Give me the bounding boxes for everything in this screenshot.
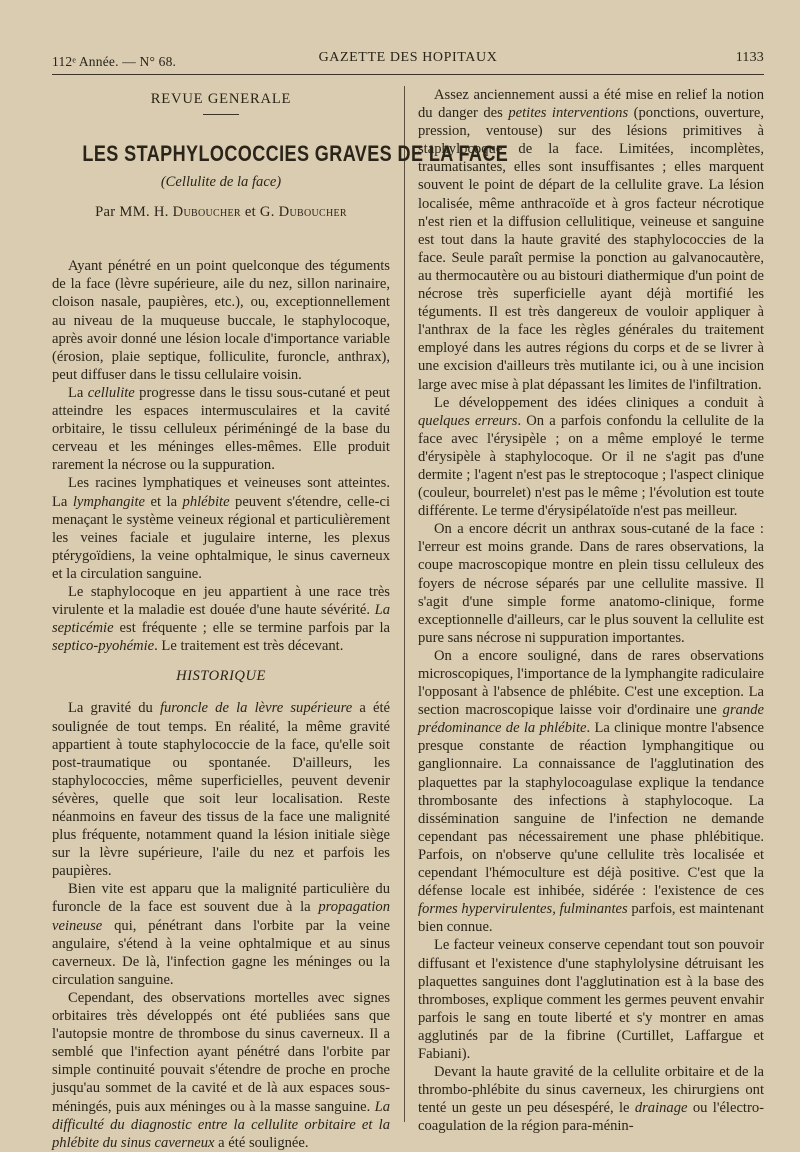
authors-and: et G. <box>244 204 275 221</box>
paragraph: Le développement des idées cliniques a conduit à quelques erreurs. On a parfois confondu la cellulite de la face avec l'érysipèle ; on a même employé le terme d'érysipèle à staphylocoque. Or il ne s'agit pas d'une dermite ; l'agent n'est pas le streptocoque ; l'aspect clinique (couleur, bourrelet) n'est pas le même ; l'évolution est toute différente. Le terme d'érysipélatoïde n'est pas meilleur. <box>418 394 765 520</box>
paragraph: La cellulite progresse dans le tissu sous-cutané et peut atteindre les espaces intermusculaires et la cavité orbitaire, le tissu celluleux périméningé de la base du cerveau et les méninges elles-mêmes. Elle produit rarement la nécrose ou la suppuration. <box>52 384 390 474</box>
paragraph: Les racines lymphatiques et veineuses sont atteintes. La lymphangite et la phlébite peuvent s'étendre, celle-ci menaçant le système veineux régional et particulièrement les veines faciale et jugulaire interne, les plexus ptérygoïdiens, la veine ophtalmique, le sinus caverneux et la circulation sanguine. <box>52 475 390 582</box>
paragraph: On a encore souligné, dans de rares observations microscopiques, l'importance de la lymphangite radiculaire l'opposant à l'absence de phlébite. C'est une exception. La section macroscopique laisse voir d'ordinaire une grande prédominance de la phlébite. La clinique montre l'absence presque constante de réaction lymphangitique ou ganglionnaire. La connaissance de l'agglutination des plaquettes par la staphylocoagulase explique la tendance thrombosante des infections à staphylocoque. La dissémination sanguine de l'infection ne demande cependant pas nécessairement une phase phlébitique. Parfois, on n'observe qu'une cellulite très localisée et cependant l'hémoculture est déjà positive. C'est que la défense locale est inhibée, sidérée : l'existence de ces formes hypervirulentes, fulminantes parfois, est maintenant bien connue. <box>418 647 764 936</box>
page-number: 1133 <box>735 50 764 65</box>
section-title: REVUE GENERALE <box>150 91 292 107</box>
paragraph: Assez anciennement aussi a été mise en relief la notion du danger des petites interventions (ponctions, ouverture, pression, ventouse) sur des lésions primitives à staphylocoque de la face. Limitées, incomplètes, traumatisantes, elles sont insuffisantes ; elles marquent souvent le point de départ de la cellulite grave. La lésion localisée, même anthracoïde et à gros facteur nécrotique n'est rien et la diffusion cellulitique, veineuse et sanguine est tout dans la haute gravité des staphylococcies de la face. Seule paraît permise la ponction au galvanocautère, au thermocautère ou au bistouri diathermique d'un point de nécrose très superficielle ayant déjà mortifié les téguments. Il est très dangereux de vouloir appliquer à l'anthrax de la face les règles générales du traitement employé dans les autres régions du corps et de se livrer à une excision d'ailleurs très mutilante ici, ou à une incision large avec mise à plat dépassant les limites de l'infiltration. <box>418 87 764 393</box>
paragraph: On a encore décrit un anthrax sous-cutané de la face : l'erreur est moins grande. Dans de rares observations, la coupe macroscopique montre en plein tissu celluleux des foyers de nécrose séparés par une cellulite massive. Il s'agit d'une simple forme anatomo-clinique, forme exceptionnelle d'ailleurs, car le plus souvent la cellulite est pure sans nécrose ni suppuration importantes. <box>418 521 764 646</box>
spacer <box>52 221 390 257</box>
paragraph: La gravité du furoncle de la lèvre supérieure a été soulignée de tout temps. En réalité, la même gravité appartient à toute staphylococcie de la face, qu'elle soit post-traumatique ou spontanée. D'ailleurs, les staphylococcies, même superficielles, peuvent devenir sévères, quelle que soit leur localisation. Reste néanmoins en faveur des tissus de la face une malignité plus fréquente, notamment quand la lésion initiale siège sur la lèvre supérieure, l'aile du nez et parfois les paupières. <box>52 700 391 880</box>
header-rule <box>52 74 764 75</box>
right-column <box>418 86 764 1135</box>
authors-prefix: Par MM. H. <box>95 204 169 221</box>
article-authors <box>52 203 390 221</box>
section-rule <box>203 114 239 115</box>
author-1: Duboucher <box>172 204 241 221</box>
paragraph: Bien vite est apparu que la malignité particulière du furoncle de la face est souvent due à la propagation veineuse qui, pénétrant dans l'orbite par la veine angulaire, s'étend à la veine ophtalmique et au sinus caverneux. De là, l'infection gagne les méninges ou la circulation sanguine. <box>52 881 390 988</box>
historique-heading: HISTORIQUE <box>176 668 266 685</box>
article-subtitle: (Cellulite de la face) <box>160 174 282 191</box>
journal-name: GAZETTE DES HOPITAUX <box>318 50 498 65</box>
issue-info: 112ᵉ Année. — N° 68. <box>52 54 177 69</box>
left-column <box>52 86 509 1152</box>
paragraph: Le staphylocoque en jeu appartient à une race très virulente et la maladie est douée d'une haute sévérité. La septicémie est fréquente ; elle se termine parfois par la septico-pyohémie. Le traitement est très décevant. <box>52 583 390 655</box>
paragraph: Le facteur veineux conserve cependant tout son pouvoir diffusant et l'existence d'une staphylolysine détruisant les plaquettes sanguines dont l'agglutination est à la base des thromboses, explique comment les germes peuvent envahir parfois le sang en toute liberté et s'y montrer en amas agglutinés par de la fibrine (Curtillet, Laffargue et Fabiani). <box>418 937 764 1062</box>
column-divider <box>404 86 405 1122</box>
author-2: Duboucher <box>278 204 347 221</box>
paragraph: Cependant, des observations mortelles avec signes orbitaires très développés ont été publiées sans que l'autopsie montre de thrombose du sinus caverneux. Il a semblé que l'infection ayant pénétré dans l'orbite par simple continuité pouvait s'étendre de proche en proche jusqu'au sommet de la cavité et de là aux espaces sous-méningés, puis aux méninges ou à la masse sanguine. La difficulté du diagnostic entre la cellulite orbitaire et la phlébite du sinus caverneux a été soulignée. <box>52 989 390 1151</box>
paragraph: Devant la haute gravité de la cellulite orbitaire et de la thrombo-phlébite du sinus caverneux, les chirurgiens ont tenté un geste un peu désespéré, le drainage ou l'électro-coagulation de la région para-ménin- <box>418 1064 765 1135</box>
paragraph: Ayant pénétré en un point quelconque des téguments de la face (lèvre supérieure, aile du nez, sillon narinaire, cloison nasale, paupières, etc.), ou, exceptionnellement au niveau de la muqueuse buccale, le staphylocoque, après avoir donné une lésion locale d'importance variable (érosion, plaie septique, folliculite, furoncle, anthrax), peut diffuser dans le tissu cellulaire voisin. <box>52 258 390 383</box>
running-header <box>52 50 764 70</box>
article-title: LES STAPHYLOCOCCIES GRAVES DE LA FACE <box>82 141 509 167</box>
